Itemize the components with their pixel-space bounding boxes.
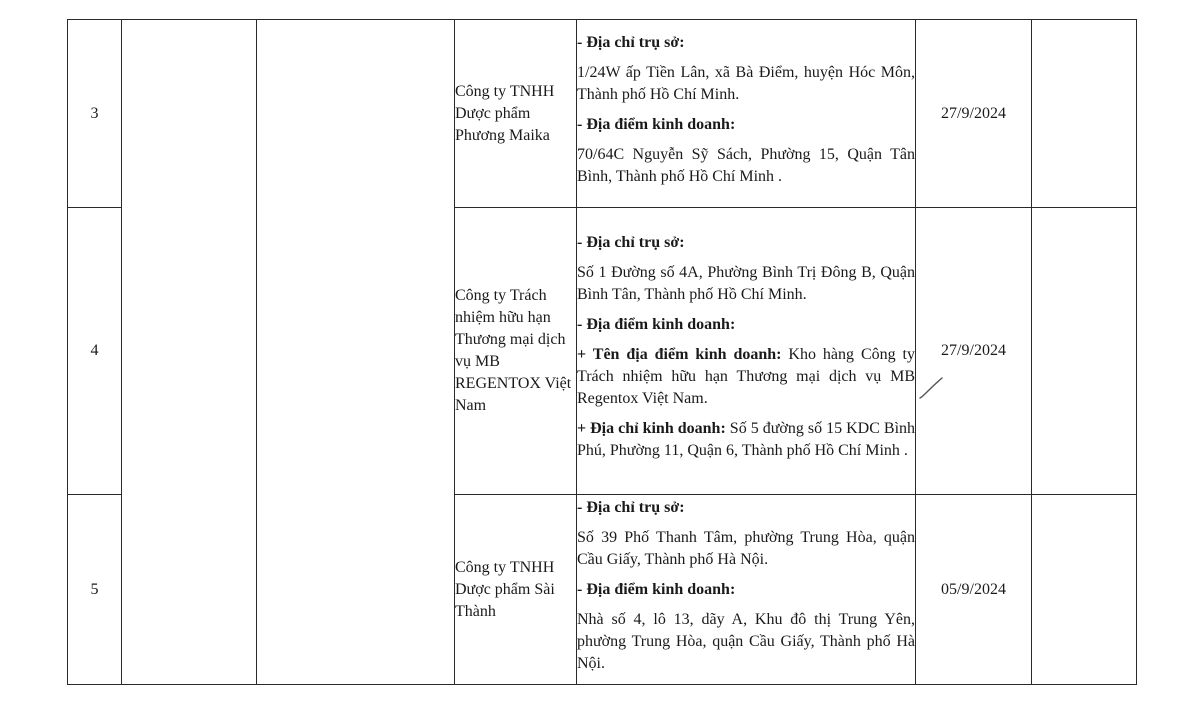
registration-table (67, 19, 1137, 685)
business-address-line (577, 418, 915, 462)
check-mark-icon (918, 376, 944, 402)
business-name-line (577, 344, 915, 410)
business-location-address: 70/64C Nguyễn Sỹ Sách, Phường 15, Quận Tân Bình, Thành phố Hồ Chí Minh . (577, 145, 915, 185)
business-location-address: Nhà số 4, lô 13, dãy A, Khu đô thị Trung Yên, phường Trung Hòa, quận Cầu Giấy, Thành phố Hà Nội. (577, 610, 915, 672)
address-cell (577, 495, 916, 685)
business-location-label: - Địa điểm kinh doanh: (577, 115, 736, 133)
date-cell: 27/9/2024 (916, 208, 1032, 495)
head-office-address: Số 1 Đường số 4A, Phường Bình Trị Đông B, Quận Bình Tân, Thành phố Hồ Chí Minh. (577, 264, 915, 303)
business-name-label: + Tên địa điểm kinh doanh: (577, 346, 782, 363)
head-office-label: - Địa chỉ trụ sở: (577, 234, 685, 251)
merged-blank-cell (122, 20, 257, 685)
blank-cell (1032, 208, 1137, 495)
merged-blank-cell (257, 20, 455, 685)
company-name: Công ty TNHH Dược phẩm Phương Maika (455, 20, 577, 208)
business-address-value: Số 5 đường số 15 KDC Bình Phú, Phường 11, Quận 6, Thành phố Hồ Chí Minh . (577, 420, 916, 459)
table-row (68, 20, 1137, 208)
business-location-label: - Địa điểm kinh doanh: (577, 316, 736, 333)
blank-cell (1032, 495, 1137, 685)
row-number: 3 (68, 20, 122, 208)
date-cell: 05/9/2024 (916, 495, 1032, 685)
head-office-label: - Địa chỉ trụ sở: (577, 498, 685, 516)
blank-cell (1032, 20, 1137, 208)
address-cell (577, 208, 916, 495)
business-name-value: Kho hàng Công ty Trách nhiệm hữu hạn Thương mại dịch vụ MB Regentox Việt Nam. (577, 346, 915, 407)
company-name: Công ty TNHH Dược phẩm Sài Thành (455, 495, 577, 685)
head-office-label: - Địa chỉ trụ sở: (577, 33, 685, 51)
row-number: 5 (68, 495, 122, 685)
company-name: Công ty Trách nhiệm hữu hạn Thương mại dịch vụ MB REGENTOX Việt Nam (455, 208, 577, 495)
business-address-label: + Địa chỉ kinh doanh: (577, 420, 726, 437)
address-cell (577, 20, 916, 208)
row-number: 4 (68, 208, 122, 495)
head-office-address: 1/24W ấp Tiền Lân, xã Bà Điểm, huyện Hóc Môn, Thành phố Hồ Chí Minh. (577, 63, 915, 103)
head-office-address: Số 39 Phố Thanh Tâm, phường Trung Hòa, quận Cầu Giấy, Thành phố Hà Nội. (577, 528, 915, 568)
business-location-label: - Địa điểm kinh doanh: (577, 580, 736, 598)
date-cell: 27/9/2024 (916, 20, 1032, 208)
